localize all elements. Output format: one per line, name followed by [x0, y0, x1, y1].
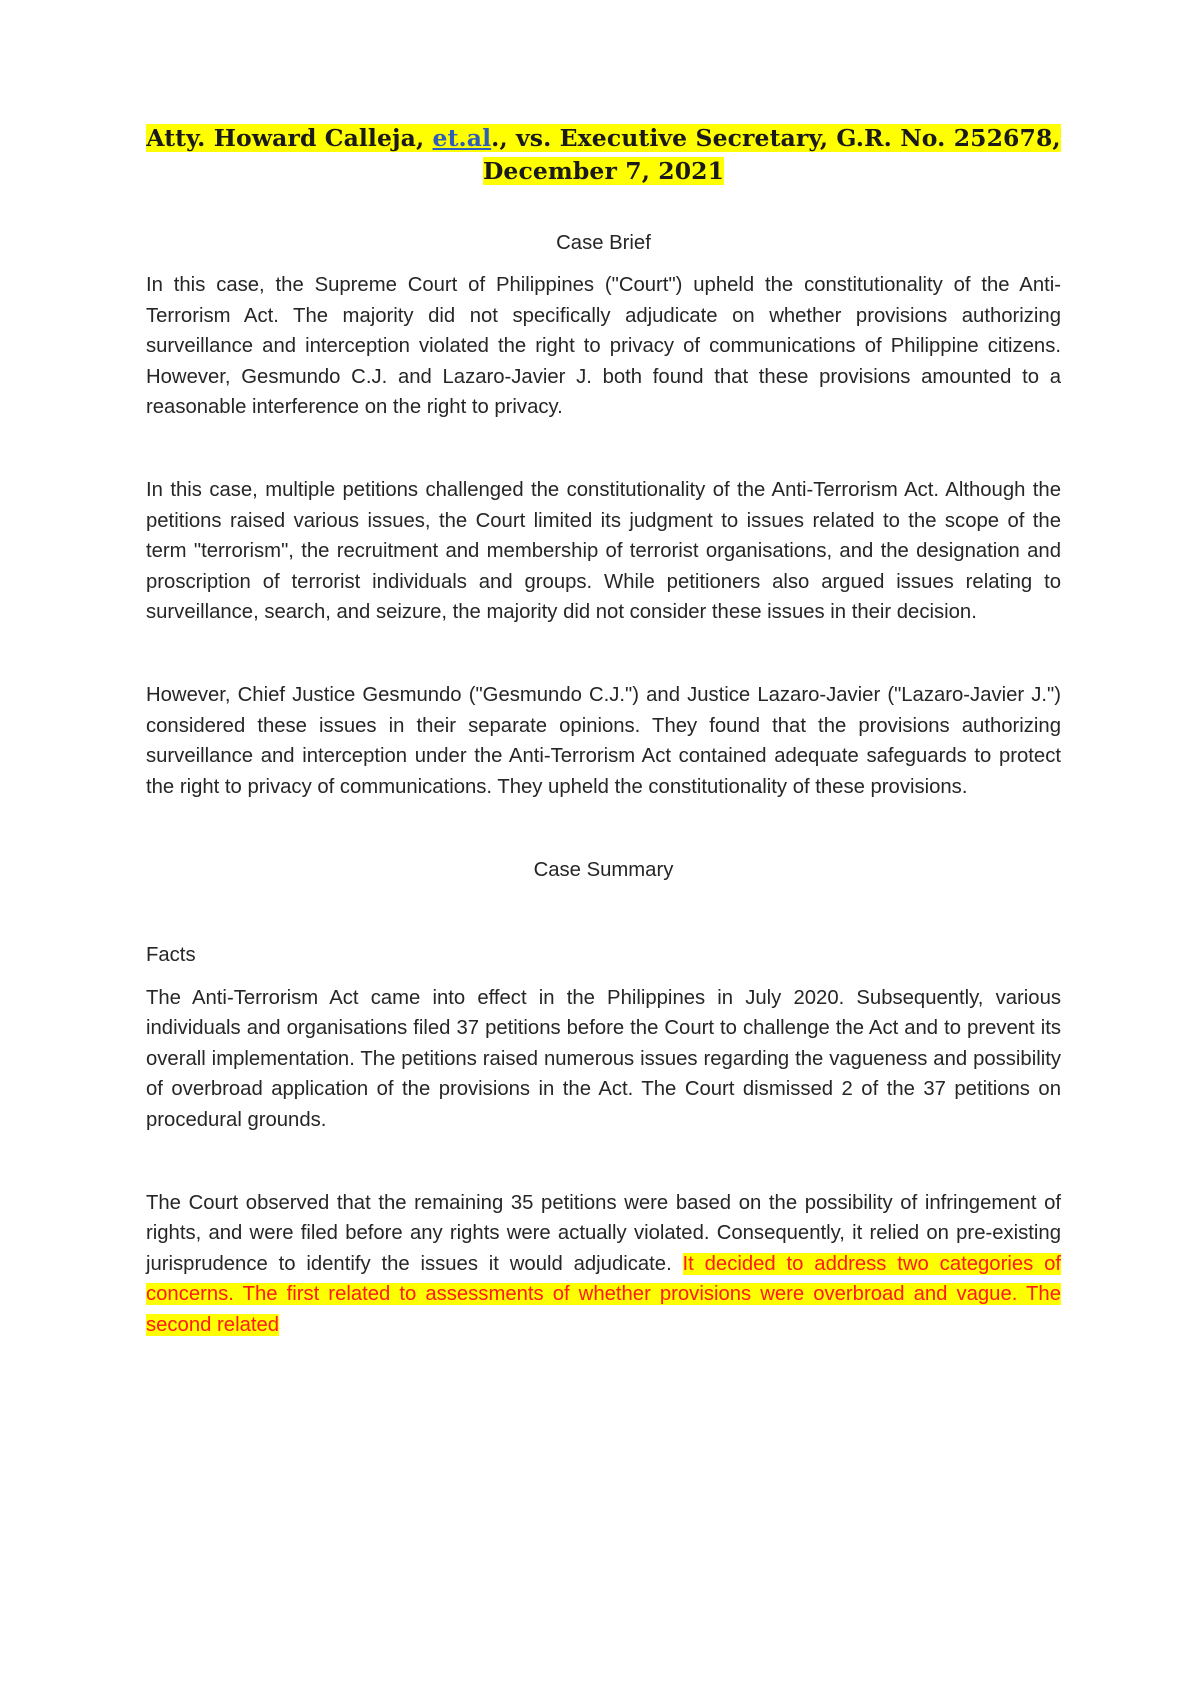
title-part-1: Atty. Howard Calleja, [146, 124, 433, 152]
facts-heading: Facts [146, 943, 196, 966]
facts-highlighted-text: It decided to address two categories of concerns. The first related to assessments of whether provisions were overbroad and vague. The second related [146, 1252, 1061, 1336]
case-title [146, 122, 1061, 188]
brief-paragraph-2: In this case, multiple petitions challenged the constitutionality of the Anti-Terrorism Act. Although the petitions raised various issues, the Court limited its judgment to issues related to the scope of the term "terrorism", the recruitment and membership of terrorist organisations, and the designation and proscription of terrorist individuals and groups. While petitioners also argued issues relating to surveillance, search, and seizure, the majority did not consider these issues in their decision. [146, 479, 1061, 624]
facts-paragraph-2 [146, 1188, 1061, 1340]
case-brief-heading: Case Brief [556, 232, 651, 254]
facts-paragraph-1: The Anti-Terrorism Act came into effect in the Philippines in July 2020. Subsequently, various individuals and organisations filed 37 petitions before the Court to challenge the Act and to prevent its overall implementation. The petitions raised numerous issues regarding the vagueness and possibility of overbroad application of the provisions in the Act. The Court dismissed 2 of the 37 petitions on procedural grounds. [146, 986, 1061, 1131]
case-summary-heading: Case Summary [533, 859, 674, 882]
et-al-link[interactable]: et.al [432, 124, 492, 152]
facts-paragraph-2-text: The Court observed that the remaining 35 petitions were based on the possibility of infringement of rights, and were filed before any rights were actually violated. Consequently, it relied on pre-existing jurisprudence to identify the issues it would adjudicate. [146, 1191, 1061, 1275]
brief-paragraph-1: In this case, the Supreme Court of Philippines ("Court") upheld the constitutionality of the Anti-Terrorism Act. The majority did not specifically adjudicate on whether provisions authorizing surveillance and interception violated the right to privacy of communications of Philippine citizens. However, Gesmundo C.J. and Lazaro-Javier J. both found that these provisions amounted to a reasonable interference on the right to privacy. [146, 274, 1061, 419]
title-highlight [146, 124, 1060, 185]
brief-paragraph-3: However, Chief Justice Gesmundo ("Gesmundo C.J.") and Justice Lazaro-Javier ("Lazaro-Javier J.") considered these issues in their separate opinions. They found that the provisions authorizing surveillance and interception under the Anti-Terrorism Act contained adequate safeguards to protect the right to privacy of communications. They upheld the constitutionality of these provisions. [146, 684, 1061, 798]
title-part-2: ., vs. Executive Secretary, G.R. No. 252678, December 7, 2021 [482, 124, 1061, 185]
